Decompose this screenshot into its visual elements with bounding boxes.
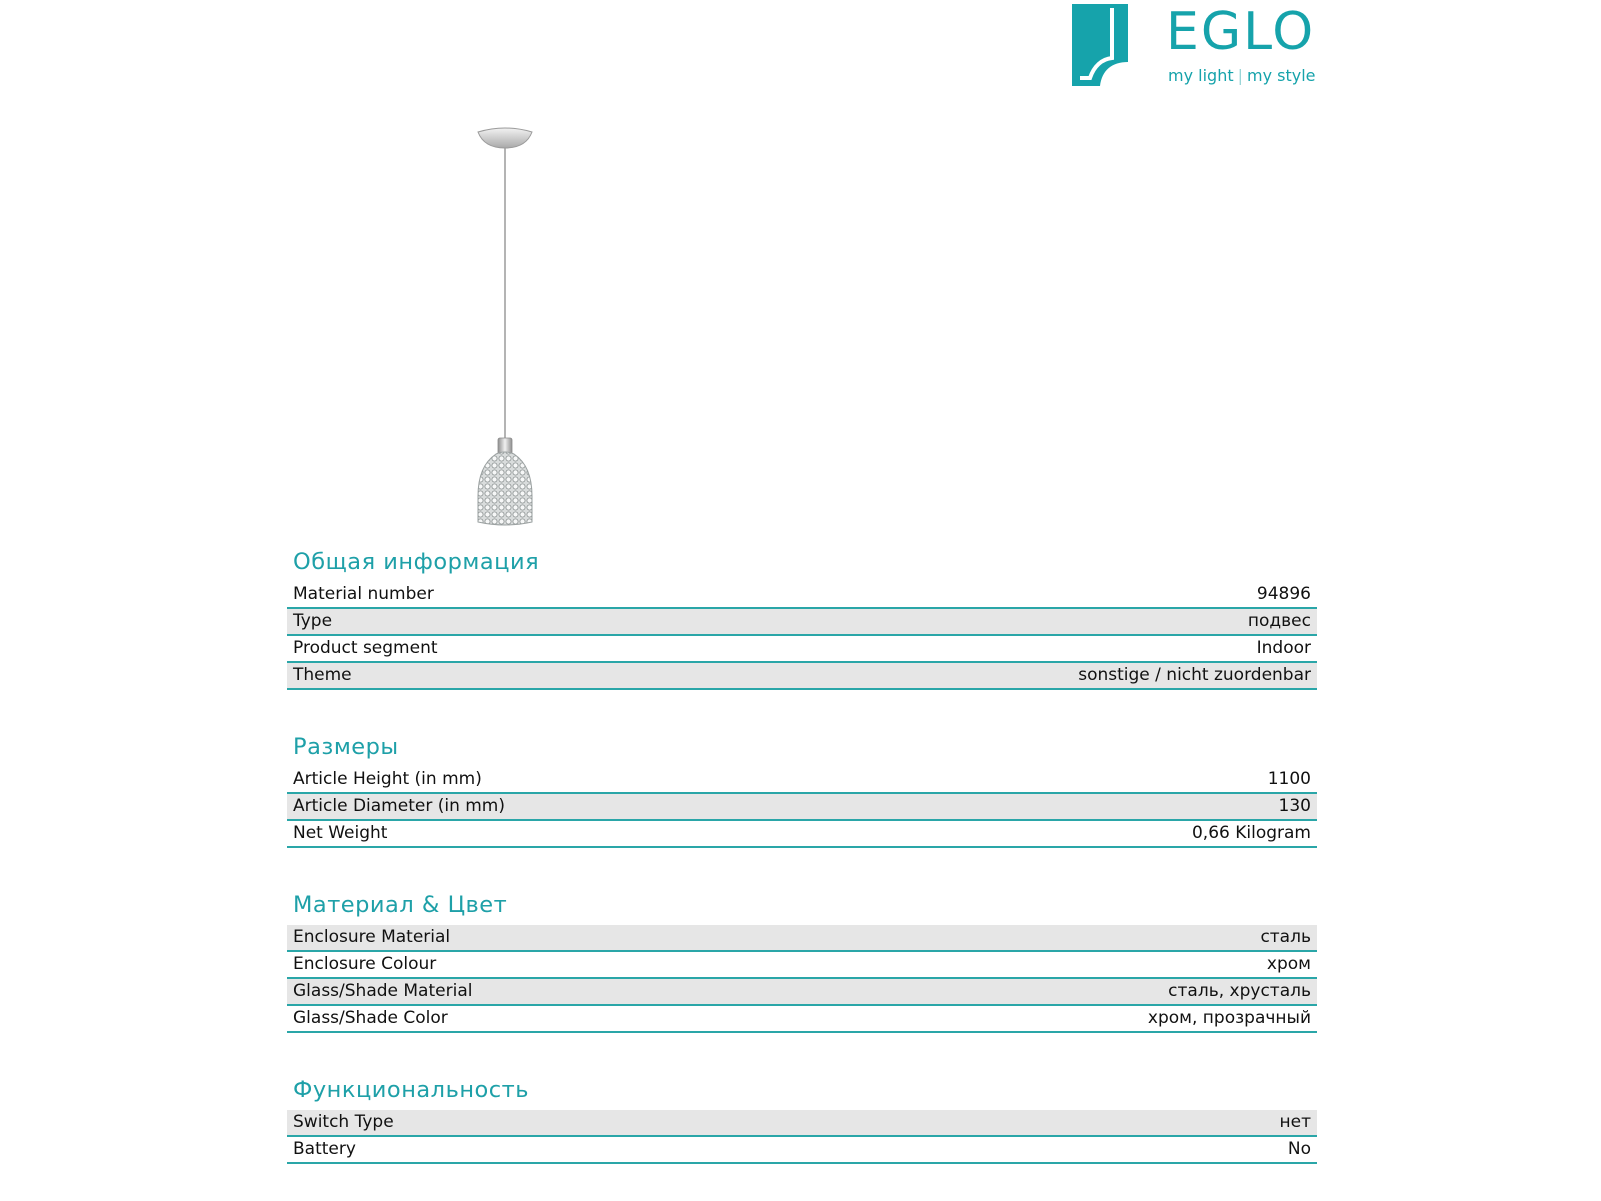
section-title: Функциональность (293, 1077, 530, 1103)
spec-value: 0,66 Kilogram (1191, 823, 1311, 843)
spec-label: Material number (293, 584, 434, 604)
spec-label: Theme (293, 665, 352, 685)
spec-row (287, 1006, 1317, 1033)
section-title: Размеры (293, 734, 399, 760)
spec-label: Switch Type (293, 1112, 394, 1132)
spec-value: сталь (1260, 927, 1311, 947)
brand-tagline-right: my style (1247, 66, 1316, 85)
spec-value: хром (1266, 954, 1311, 974)
spec-row (287, 979, 1317, 1006)
section-title: Общая информация (293, 549, 540, 575)
spec-row (287, 1110, 1317, 1137)
brand-name: EGLO (1166, 2, 1316, 62)
spec-label: Glass/Shade Material (293, 981, 473, 1001)
spec-label: Battery (293, 1139, 356, 1159)
spec-label: Enclosure Colour (293, 954, 437, 974)
spec-label: Article Diameter (in mm) (293, 796, 505, 816)
spec-value: сталь, хрусталь (1168, 981, 1311, 1001)
section-material-color (287, 891, 1317, 1033)
spec-row (287, 925, 1317, 952)
section-general-info (287, 548, 1317, 690)
section-dimensions (287, 733, 1317, 848)
spec-value: подвес (1247, 611, 1311, 631)
spec-value: sonstige / nicht zuordenbar (1078, 665, 1311, 685)
spec-value: No (1287, 1139, 1311, 1159)
spec-value: Indoor (1256, 638, 1311, 658)
specifications (287, 548, 1317, 1164)
brand-logo (1072, 4, 1322, 88)
spec-row (287, 1137, 1317, 1164)
eglo-logo-mark-icon (1072, 4, 1128, 86)
section-title: Материал & Цвет (293, 892, 508, 918)
spec-label: Net Weight (293, 823, 388, 843)
brand-tagline (1168, 66, 1316, 85)
spec-row (287, 636, 1317, 663)
spec-row (287, 767, 1317, 794)
spec-value: 130 (1278, 796, 1311, 816)
spec-value: хром, прозрачный (1147, 1008, 1311, 1028)
spec-row (287, 609, 1317, 636)
spec-label: Glass/Shade Color (293, 1008, 448, 1028)
spec-row (287, 952, 1317, 979)
spec-label: Enclosure Material (293, 927, 451, 947)
spec-label: Article Height (in mm) (293, 769, 482, 789)
brand-tagline-left: my light (1168, 66, 1234, 85)
spec-value: 1100 (1267, 769, 1311, 789)
spec-label: Product segment (293, 638, 438, 658)
pendant-lamp-image (470, 126, 540, 536)
spec-row (287, 663, 1317, 690)
spec-value: нет (1279, 1112, 1311, 1132)
section-functionality (287, 1076, 1317, 1164)
spec-label: Type (293, 611, 333, 631)
tagline-separator: | (1237, 66, 1243, 85)
spec-row (287, 794, 1317, 821)
spec-value: 94896 (1256, 584, 1311, 604)
spec-row (287, 821, 1317, 848)
spec-row (287, 582, 1317, 609)
